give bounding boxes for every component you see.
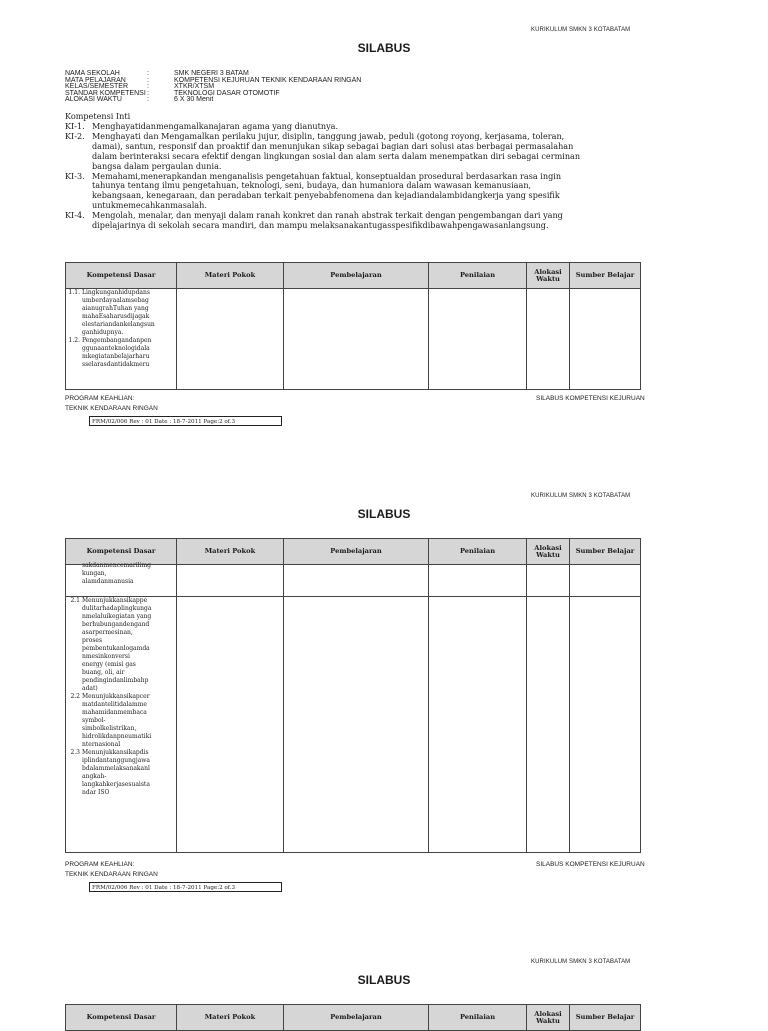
- kd-line: mahaEsaharusdijagak: [82, 313, 150, 320]
- header-sumber-belajar: Sumber Belajar: [570, 1005, 641, 1031]
- kd-line: asarpermesinan,: [82, 629, 133, 636]
- syllabus-table: [65, 538, 641, 853]
- kd-item: [66, 693, 176, 749]
- ki-item: [65, 132, 665, 172]
- kd-number: 1.2.: [68, 337, 80, 344]
- header-sumber-belajar: Sumber Belajar: [570, 263, 641, 289]
- kd-line: aianugrahTuhan yang: [82, 305, 149, 312]
- form-code: FRM/02/006 Rev : 01 Date : 18-7-2011 Page:2 of.3: [89, 882, 282, 892]
- kd-line: Menunjukkansikapcer: [82, 693, 150, 700]
- table-row: [66, 565, 641, 597]
- meta-value: KOMPETENSI KEJURUAN TEKNIK KENDARAAN RINGAN: [174, 76, 362, 84]
- kd-number: [66, 562, 82, 586]
- kd-line: Pengembangandanpen: [82, 337, 152, 344]
- meta-key: ALOKASI WAKTU: [65, 96, 122, 104]
- penilaian-cell: [429, 565, 527, 597]
- header-materi-pokok: Materi Pokok: [177, 539, 284, 565]
- sumber-cell: [570, 565, 641, 597]
- header-alokasi-waktu: Alokasi Waktu: [527, 539, 570, 565]
- footer-right: SILABUS KOMPETENSI KEJURUAN: [536, 861, 645, 868]
- ki-item: [65, 172, 665, 212]
- header-penilaian: Penilaian: [429, 263, 527, 289]
- header-kompetensi-dasar: Kompetensi Dasar: [66, 1005, 177, 1031]
- kd-line: nternasional: [82, 741, 121, 748]
- kd-line: kungan,: [82, 570, 107, 577]
- kd-cell: [66, 597, 177, 853]
- meta-colon: :: [147, 83, 149, 91]
- ki-line: dalam berinteraksi secara efektif dengan lingkungan sosial dan alam serta dalam menempatkan diri sebagai cerminan: [92, 150, 581, 161]
- kd-line: Menunjukkansikapdis: [82, 749, 149, 756]
- kd-number: 2.1: [70, 597, 80, 604]
- kd-line: energy (emisi gas: [82, 661, 136, 668]
- form-code: FRM/02/006 Rev : 01 Date : 18-7-2011 Page:2 of.3: [89, 416, 282, 426]
- ki-label: KI-2.: [65, 130, 85, 141]
- header-alokasi-waktu: Alokasi Waktu: [527, 263, 570, 289]
- ki-label: KI-4.: [65, 210, 85, 221]
- kd-line: Menunjukkansikappe: [82, 597, 148, 604]
- materi-cell: [177, 565, 284, 597]
- ki-line: damai), santun, responsif dan proaktif dan menunjukan sikap sebagai bagian dari solusi atas berbagai permasalahan: [92, 140, 574, 151]
- ki-line: kebangsaan, kenegaraan, dan peradaban terkait penyebabfenomena dan kejadiandalambidangkerja yang spesifik: [92, 190, 560, 201]
- kd-line: sakdanmencemarilimg: [82, 562, 152, 569]
- ki-line: Memahami,menerapkandan menganalisis pengetahuan faktual, konseptualdan prosedural berdasarkan rasa ingin: [92, 170, 562, 181]
- meta-value: TEKNOLOGI DASAR OTOMOTIF: [174, 89, 280, 97]
- kd-line: berhubungandengand: [82, 621, 150, 628]
- kd-line: symbol-: [82, 717, 106, 724]
- page-title: SILABUS: [357, 41, 411, 55]
- pembelajaran-cell: [284, 565, 429, 597]
- kd-cell: [66, 289, 177, 390]
- syllabus-table: [65, 262, 641, 390]
- ki-list: [65, 122, 665, 231]
- ki-item: [65, 211, 665, 231]
- program-value: TEKNIK KENDARAAN RINGAN: [65, 405, 158, 412]
- kd-item: [66, 597, 176, 693]
- meta-colon: :: [147, 89, 149, 97]
- ki-line: dipelajarinya di sekolah secara mandiri, dan mampu melaksanakantugasspesifikdibawahpengawasanlangsung.: [92, 220, 549, 231]
- kd-line: Lingkunganhidupdans: [82, 289, 150, 296]
- kd-line: matdantelitidalamme: [82, 701, 147, 708]
- table-row: [66, 289, 641, 390]
- kd-line: pembentukanlogamda: [82, 645, 150, 652]
- header-penilaian: Penilaian: [429, 1005, 527, 1031]
- meta-colon: :: [147, 96, 149, 104]
- kd-line: langkahkerjasesuaista: [82, 781, 150, 788]
- kd-line: proses: [82, 637, 103, 644]
- header-pembelajaran: Pembelajaran: [284, 263, 429, 289]
- materi-cell: [177, 289, 284, 390]
- kd-number: 2.3: [70, 749, 80, 756]
- meta-key: MATA PELAJARAN: [65, 76, 126, 84]
- kd-line: simbolkelistrikan,: [82, 725, 137, 732]
- kd-line: elestariandankelangsun: [82, 321, 155, 328]
- kd-line: mahamidanmembaca: [82, 709, 147, 716]
- header-sumber-belajar: Sumber Belajar: [570, 539, 641, 565]
- page-title: SILABUS: [357, 507, 411, 521]
- kd-number: 2.2: [70, 693, 80, 700]
- curriculum-header: KURIKULUM SMKN 3 KOTABATAM: [531, 27, 631, 33]
- ki-label: KI-1.: [65, 121, 85, 131]
- sumber-cell: [570, 289, 641, 390]
- ki-line: Mengolah, menalar, dan menyaji dalam ranah konkret dan ranah abstrak terkait dengan pengembangan dari yang: [92, 210, 563, 221]
- pembelajaran-cell: [284, 597, 429, 853]
- header-penilaian: Penilaian: [429, 539, 527, 565]
- kd-line: hidrolikdanpneumatiki: [82, 733, 152, 740]
- program-label: PROGRAM KEAHLIAN:: [65, 395, 135, 402]
- curriculum-header: KURIKULUM SMKN 3 KOTABATAM: [531, 959, 631, 965]
- ki-label: KI-3.: [65, 170, 85, 181]
- table-row: [66, 597, 641, 853]
- kd-line: sselarasdantidakmeru: [82, 361, 150, 368]
- meta-key: STANDAR KOMPETENSI: [65, 89, 146, 97]
- header-kompetensi-dasar: Kompetensi Dasar: [66, 263, 177, 289]
- kd-line: bdalammelaksanakanl: [82, 765, 150, 772]
- footer-right: SILABUS KOMPETENSI KEJURUAN: [536, 395, 645, 402]
- kd-line: umberdayaalamsebag: [82, 297, 149, 304]
- kd-line: nmelaluikegiatan yang: [82, 613, 152, 620]
- kd-line: angkah-: [82, 773, 107, 780]
- ki-line: Menghayati dan Mengamalkan perilaku jujur, disiplin, tanggung jawab, peduli (gotong royong, kerjasama, toleran,: [92, 130, 565, 141]
- header-materi-pokok: Materi Pokok: [177, 1005, 284, 1031]
- meta-value: SMK NEGERI 3 BATAM: [174, 70, 249, 77]
- meta-colon: :: [147, 76, 149, 84]
- header-kompetensi-dasar: Kompetensi Dasar: [66, 539, 177, 565]
- identity-block: [65, 71, 361, 104]
- curriculum-header: KURIKULUM SMKN 3 KOTABATAM: [531, 493, 631, 499]
- kd-number: 1.1.: [68, 289, 80, 296]
- program-value: TEKNIK KENDARAAN RINGAN: [65, 871, 158, 878]
- kd-line: iplindantanggungjawa: [82, 757, 150, 764]
- kd-line: adat): [82, 685, 98, 692]
- meta-key: NAMA SEKOLAH: [65, 70, 120, 77]
- materi-cell: [177, 597, 284, 853]
- header-materi-pokok: Materi Pokok: [177, 263, 284, 289]
- alokasi-cell: [527, 289, 570, 390]
- kd-line: dulitarhadaplingkunga: [82, 605, 152, 612]
- kd-line: ndar ISO: [82, 789, 110, 796]
- kd-item: [66, 337, 176, 369]
- syllabus-table: [65, 1004, 641, 1031]
- kd-item: [66, 289, 176, 337]
- penilaian-cell: [429, 289, 527, 390]
- kd-item: [66, 749, 176, 797]
- header-pembelajaran: Pembelajaran: [284, 539, 429, 565]
- meta-key: KELAS/SEMESTER: [65, 83, 129, 91]
- meta-colon: :: [147, 70, 149, 77]
- page-title: SILABUS: [357, 973, 411, 987]
- kd-line: nmesinkonversi: [82, 653, 130, 660]
- kd-cell: [66, 562, 177, 597]
- kd-line: ggunaanteknologidala: [82, 345, 150, 352]
- meta-value: XTKR/XTSM: [174, 83, 215, 91]
- program-label: PROGRAM KEAHLIAN:: [65, 861, 135, 868]
- header-pembelajaran: Pembelajaran: [284, 1005, 429, 1031]
- meta-value: 6 X 30 Menit: [174, 96, 214, 104]
- alokasi-cell: [527, 565, 570, 597]
- ki-line: tahunya tentang ilmu pengetahuan, teknologi, seni, budaya, dan humaniora dalam wawasan kemanusiaan,: [92, 180, 532, 191]
- kd-line: pendingindanlimbahp: [82, 677, 149, 684]
- alokasi-cell: [527, 597, 570, 853]
- ki-line: bangsa dalam pergaulan dunia.: [92, 160, 222, 171]
- kd-line: mkegiatanbelajarharu: [82, 353, 150, 360]
- kd-line: buang, oli, air: [82, 669, 125, 676]
- ki-heading: Kompetensi Inti: [65, 111, 131, 121]
- pembelajaran-cell: [284, 289, 429, 390]
- kd-line: alamdanmanusia: [82, 578, 134, 585]
- kd-line: ganhidupnya.: [82, 329, 124, 336]
- ki-line: Menghayatidanmengamalkanajaran agama yang dianutnya.: [92, 121, 339, 131]
- kd-item: [66, 562, 176, 586]
- penilaian-cell: [429, 597, 527, 853]
- header-alokasi-waktu: Alokasi Waktu: [527, 1005, 570, 1031]
- sumber-cell: [570, 597, 641, 853]
- meta-row-time: [65, 97, 361, 104]
- ki-line: untukmemecahkanmasalah.: [92, 200, 207, 211]
